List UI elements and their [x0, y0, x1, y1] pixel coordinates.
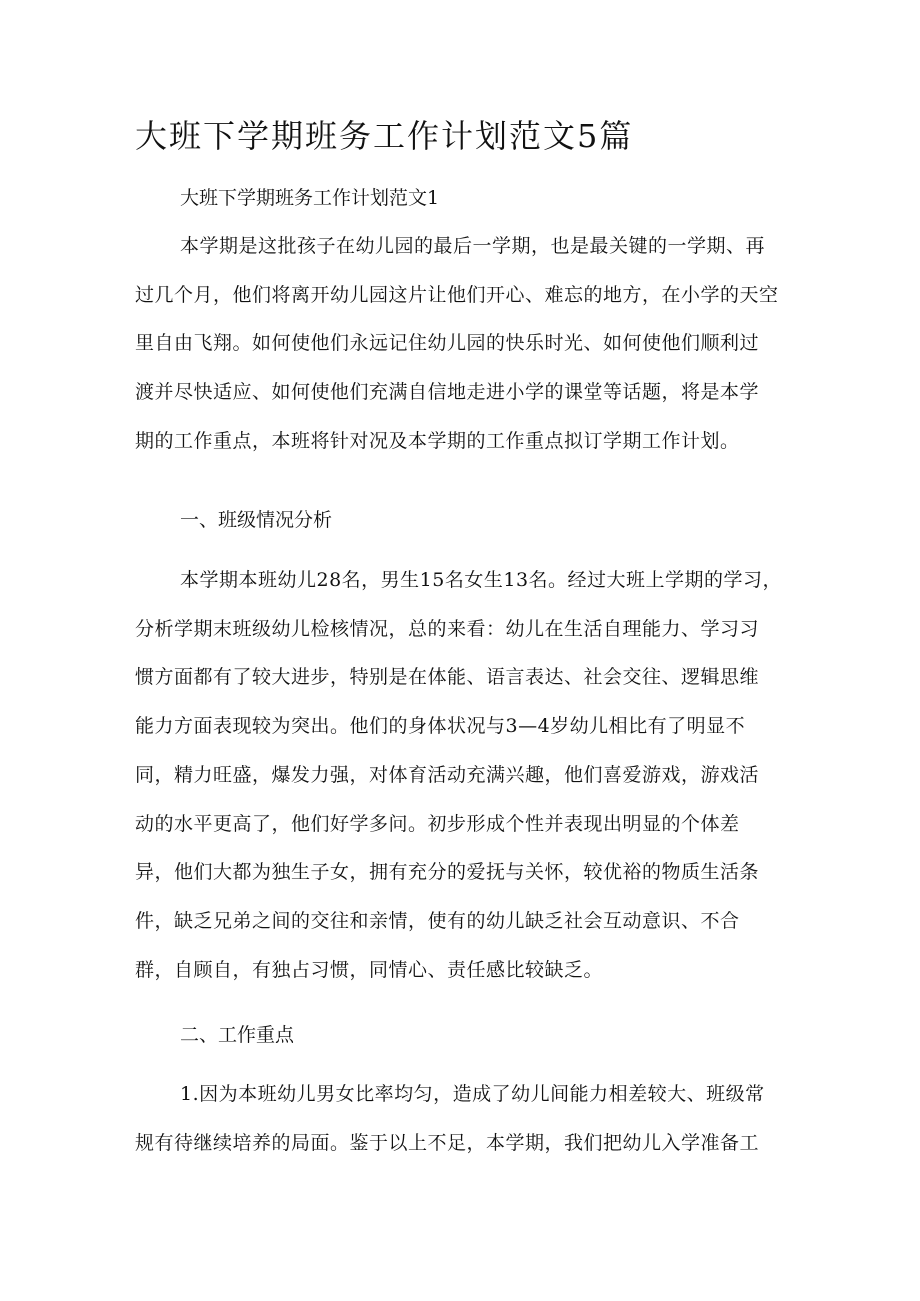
paragraph-line: 同，精力旺盛，爆发力强，对体育活动充满兴趣，他们喜爱游戏，游戏活: [135, 763, 760, 786]
document-subtitle: 大班下学期班务工作计划范文1: [180, 187, 440, 209]
paragraph-line: 规有待继续培养的局面。鉴于以上不足，本学期，我们把幼儿入学准备工: [135, 1131, 760, 1154]
paragraph-line: 件，缺乏兄弟之间的交往和亲情，使有的幼儿缺乏社会互动意识、不合: [135, 909, 740, 932]
paragraph-line: 1.因为本班幼儿男女比率均匀，造成了幼儿间能力相差较大、班级常: [180, 1083, 765, 1105]
document-title: 大班下学期班务工作计划范文5篇: [135, 117, 634, 155]
work-focus-paragraph: [135, 1070, 795, 1167]
section-heading-work-focus: 二、工作重点: [180, 1024, 295, 1046]
paragraph-line: 渡并尽快适应、如何使他们充满自信地走进小学的课堂等话题，将是本学: [135, 381, 760, 404]
paragraph-line: 期的工作重点，本班将针对况及本学期的工作重点拟订学期工作计划。: [135, 429, 740, 452]
paragraph-line: 本学期是这批孩子在幼儿园的最后一学期，也是最关键的一学期、再: [180, 235, 766, 257]
paragraph-line: 过几个月，他们将离开幼儿园这片让他们开心、难忘的地方，在小学的天空: [135, 283, 779, 306]
paragraph-line: 能力方面表现较为突出。他们的身体状况与3—4岁幼儿相比有了明显不: [135, 715, 746, 738]
paragraph-line: 里自由飞翔。如何使他们永远记住幼儿园的快乐时光、如何使他们顺利过: [135, 332, 760, 355]
intro-paragraph: [135, 222, 795, 466]
section-heading-class-analysis: 一、班级情况分析: [180, 509, 333, 531]
paragraph-line: 惯方面都有了较大进步，特别是在体能、语言表达、社会交往、逻辑思维: [135, 666, 760, 689]
class-analysis-paragraph: [135, 556, 795, 994]
paragraph-line: 本学期本班幼儿28名，男生15名女生13名。经过大班上学期的学习，: [180, 569, 783, 591]
paragraph-line: 群，自顾自，有独占习惯，同情心、责任感比较缺乏。: [135, 958, 604, 981]
paragraph-line: 分析学期末班级幼儿检核情况，总的来看：幼儿在生活自理能力、学习习: [135, 617, 760, 640]
paragraph-line: 异，他们大都为独生子女，拥有充分的爱抚与关怀，较优裕的物质生活条: [135, 861, 760, 884]
paragraph-line: 动的水平更高了，他们好学多问。初步形成个性并表现出明显的个体差: [135, 812, 740, 835]
